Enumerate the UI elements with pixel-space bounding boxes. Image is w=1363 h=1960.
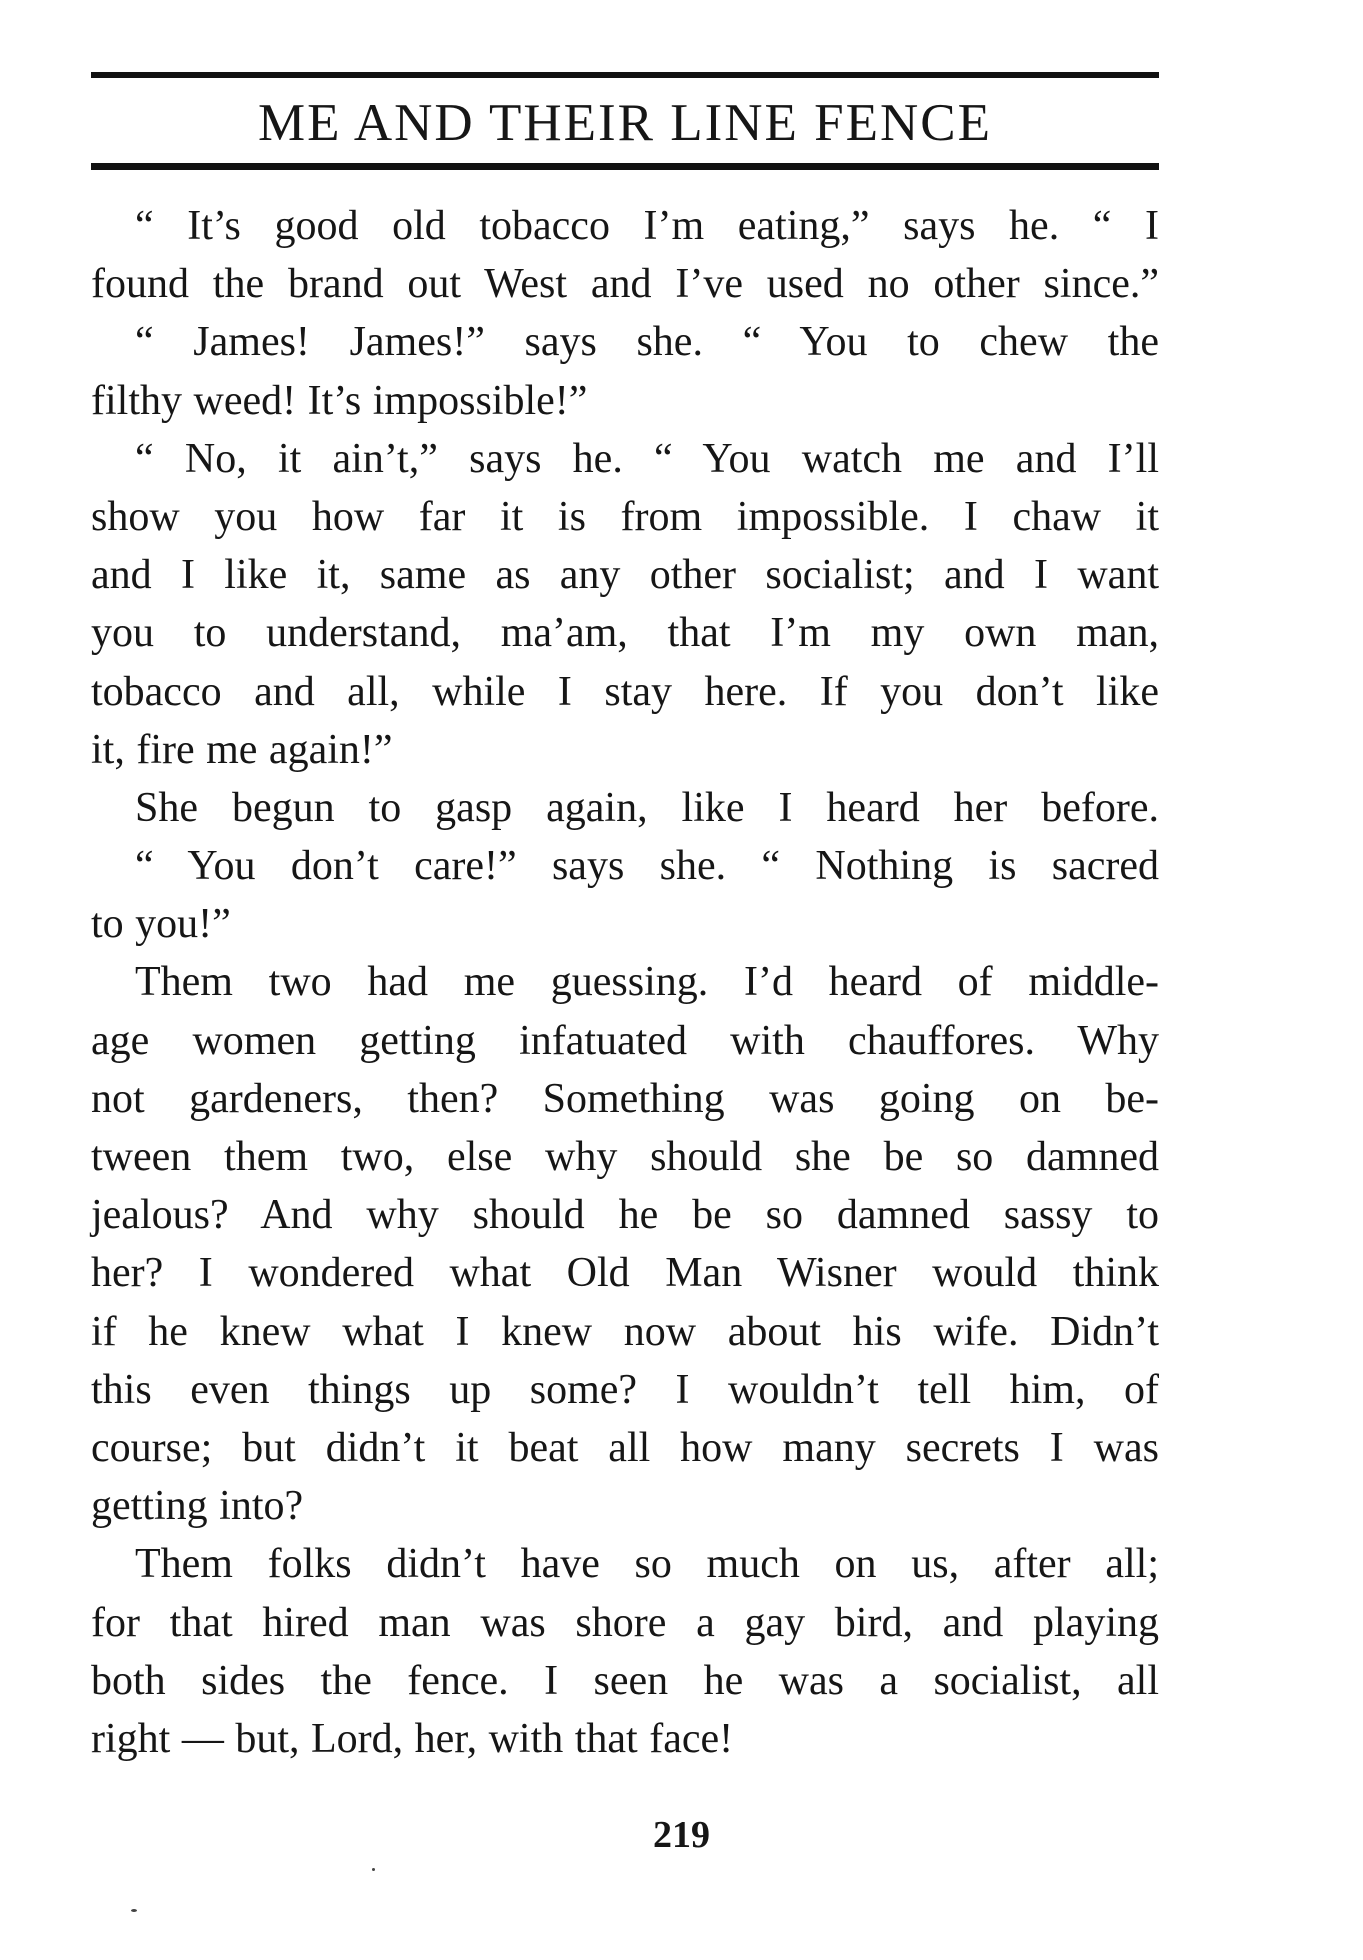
text-line: show you how far it is from impossible. I chaw it (91, 493, 1159, 540)
text-line: if he knew what I knew now about his wife. Didn’t (91, 1308, 1159, 1355)
text-line: Them folks didn’t have so much on us, after all; (135, 1541, 1159, 1588)
text-line: getting into? (91, 1483, 304, 1530)
text-line: both sides the fence. I seen he was a socialist, all (91, 1657, 1159, 1704)
text-line: “ It’s good old tobacco I’m eating,” says he. “ I (135, 203, 1159, 249)
text-line: you to understand, ma’am, that I’m my own man, (91, 610, 1159, 657)
text-line: “ You don’t care!” says she. “ Nothing is sacred (135, 843, 1159, 890)
text-line: course; but didn’t it beat all how many secrets I was (91, 1424, 1159, 1471)
header-rule-top (91, 72, 1159, 78)
text-line: this even things up some? I wouldn’t tell him, of (91, 1366, 1159, 1413)
text-line: right — but, Lord, her, with that face! (91, 1715, 734, 1762)
header-rule-bottom (91, 163, 1159, 170)
text-line: “ James! James!” says she. “ You to chew the (135, 319, 1159, 366)
text-line: tobacco and all, while I stay here. If you don’t like (91, 668, 1159, 715)
text-line: She begun to gasp again, like I heard her before. (135, 784, 1159, 831)
text-line: found the brand out West and I’ve used no other since.” (91, 261, 1159, 308)
print-speck (372, 1868, 375, 1871)
print-speck (131, 1909, 137, 1912)
text-line: to you!” (91, 901, 231, 948)
running-head: ME AND THEIR LINE FENCE (258, 94, 992, 152)
text-line: tween them two, else why should she be so damned (91, 1134, 1159, 1180)
text-line: it, fire me again!” (91, 726, 393, 773)
body-text (91, 197, 1159, 1768)
page-number: 219 (653, 1814, 710, 1856)
text-line: and I like it, same as any other socialist; and I want (91, 552, 1159, 599)
text-line: for that hired man was shore a gay bird, and playing (91, 1599, 1159, 1646)
text-line: filthy weed! It’s impossible!” (91, 377, 588, 424)
text-line: her? I wondered what Old Man Wisner would think (91, 1250, 1159, 1297)
text-line: “ No, it ain’t,” says he. “ You watch me and I’ll (135, 435, 1159, 482)
text-line: age women getting infatuated with chauffores. Why (91, 1017, 1159, 1064)
text-line: not gardeners, then? Something was going on be- (91, 1075, 1159, 1122)
text-line: Them two had me guessing. I’d heard of middle- (135, 959, 1159, 1006)
text-line: jealous? And why should he be so damned sassy to (91, 1192, 1159, 1239)
